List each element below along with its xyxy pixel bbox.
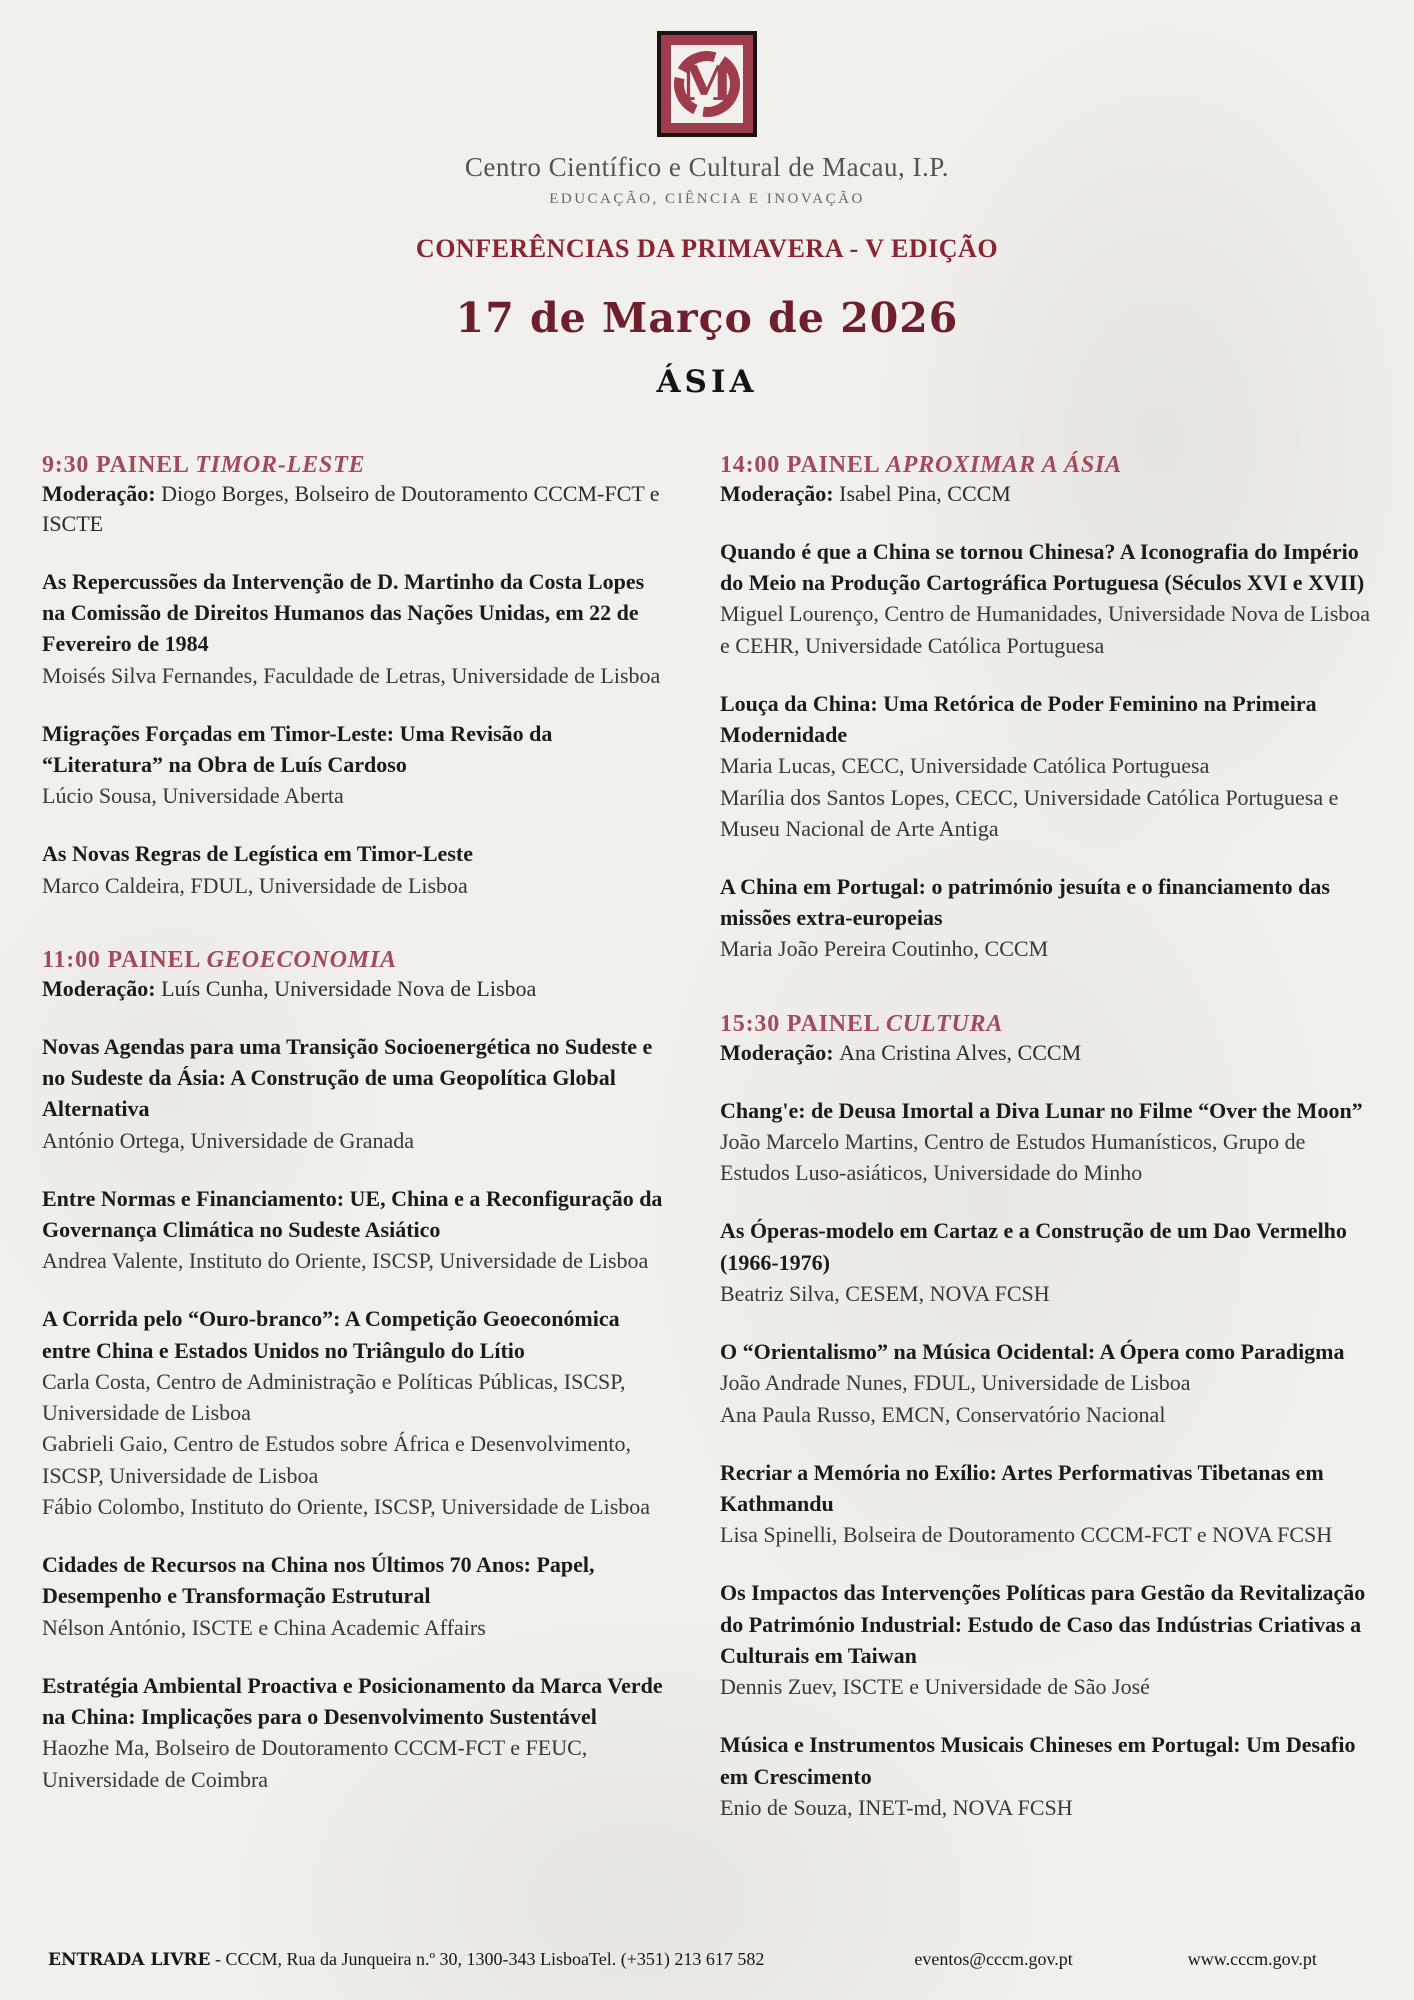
moderator-name: Luís Cunha, Universidade Nova de Lisboa xyxy=(161,975,537,1001)
program-column-left xyxy=(42,452,670,1795)
moderation-label: Moderação: xyxy=(42,975,162,1001)
moderator-name: Isabel Pina, CCCM xyxy=(839,481,1011,506)
talk-item xyxy=(42,1183,670,1277)
panel-label: PAINEL xyxy=(786,1010,886,1037)
moderator-name: Diogo Borges, Bolseiro de Doutoramento CCCM-FCT e ISCTE xyxy=(42,481,660,536)
event-theme: ÁSIA xyxy=(656,364,758,400)
talk-speaker: Marília dos Santos Lopes, CECC, Universidade Católica Portuguesa e Museu Nacional de Arte Antiga xyxy=(720,784,1339,841)
panel-label: PAINEL xyxy=(107,946,207,973)
event-date: 17 de Março de 2026 xyxy=(455,294,959,342)
panel-topic: APROXIMAR A ÁSIA xyxy=(885,452,1122,478)
panel-header xyxy=(720,1011,1374,1038)
talk-title: Quando é que a China se tornou Chinesa? A Iconografia do Império do Meio na Produção Cartográfica Portuguesa (Séculos XVI e XVII) xyxy=(720,538,1365,596)
talk-speaker: Haozhe Ma, Bolseiro de Doutoramento CCCM-FCT e FEUC, Universidade de Coimbra xyxy=(42,1735,588,1792)
talk-title: As Novas Regras de Legística em Timor-Leste xyxy=(42,841,473,867)
poster-footer xyxy=(0,1949,1414,1970)
talk-speaker: Carla Costa, Centro de Administração e Políticas Públicas, ISCSP, Universidade de Lisboa xyxy=(42,1368,626,1426)
panel-section xyxy=(720,1011,1374,1823)
talk-speaker: Marco Caldeira, FDUL, Universidade de Lisboa xyxy=(42,872,468,898)
talk-item xyxy=(42,838,670,900)
panel-section xyxy=(42,947,670,1795)
moderation-label: Moderação: xyxy=(720,481,840,506)
talk-title: Novas Agendas para uma Transição Socioenergética no Sudeste e no Sudeste da Ásia: A Construção de uma Geopolítica Global Alternativa xyxy=(42,1033,653,1122)
talk-speaker: Ana Paula Russo, EMCN, Conservatório Nacional xyxy=(720,1401,1166,1427)
talk-speaker: Enio de Souza, INET-md, NOVA FCSH xyxy=(720,1794,1073,1820)
panel-section xyxy=(720,452,1374,965)
talk-speaker: Beatriz Silva, CESEM, NOVA FCSH xyxy=(720,1280,1050,1306)
talk-title: Chang'e: de Deusa Imortal a Diva Lunar no Filme “Over the Moon” xyxy=(720,1097,1363,1123)
svg-text:M: M xyxy=(680,56,734,112)
panel-moderation xyxy=(720,479,1374,509)
talk-speaker: Moisés Silva Fernandes, Faculdade de Letras, Universidade de Lisboa xyxy=(42,662,661,688)
talk-speaker: João Andrade Nunes, FDUL, Universidade de Lisboa xyxy=(720,1370,1191,1396)
footer-address-line xyxy=(48,1949,589,1970)
talk-item xyxy=(720,1577,1374,1702)
footer-email-link[interactable]: eventos@cccm.gov.pt xyxy=(914,1949,1073,1969)
talk-title: Recriar a Memória no Exílio: Artes Performativas Tibetanas em Kathmandu xyxy=(720,1459,1324,1516)
talk-speaker: Gabrieli Gaio, Centro de Estudos sobre África e Desenvolvimento, ISCSP, Universidade de Lisboa xyxy=(42,1431,631,1488)
panel-topic: CULTURA xyxy=(885,1010,1004,1037)
footer-website-link[interactable]: www.cccm.gov.pt xyxy=(1187,1949,1317,1969)
talk-title: Estratégia Ambiental Proactiva e Posicionamento da Marca Verde na China: Implicações para o Desenvolvimento Sustentável xyxy=(42,1672,663,1730)
panel-label: PAINEL xyxy=(96,452,196,478)
moderation-label: Moderação: xyxy=(720,1039,840,1065)
talk-speaker: Miguel Lourenço, Centro de Humanidades, Universidade Nova de Lisboa e CEHR, Universidade Católica Portuguesa xyxy=(720,601,1371,658)
talk-item xyxy=(720,1215,1374,1309)
talk-speaker: Dennis Zuev, ISCTE e Universidade de São José xyxy=(720,1674,1150,1700)
panel-label: PAINEL xyxy=(786,452,886,478)
talk-title: Louça da China: Uma Retórica de Poder Feminino na Primeira Modernidade xyxy=(720,690,1317,748)
talk-item xyxy=(42,1549,670,1643)
panel-moderation xyxy=(720,1038,1374,1068)
panel-time: 15:30 xyxy=(720,1010,787,1037)
panel-header xyxy=(42,452,670,479)
panel-moderation xyxy=(42,479,670,539)
talk-speaker: João Marcelo Martins, Centro de Estudos Humanísticos, Grupo de Estudos Luso-asiáticos, Universidade do Minho xyxy=(720,1128,1306,1186)
footer-phone: Tel. (+351) 213 617 582 xyxy=(589,1949,765,1969)
talk-speaker: Maria Lucas, CECC, Universidade Católica Portuguesa xyxy=(720,753,1210,779)
talk-title: As Óperas-modelo em Cartaz e a Construção de um Dao Vermelho (1966-1976) xyxy=(720,1218,1347,1275)
talk-item xyxy=(720,1095,1374,1189)
talk-title: Entre Normas e Financiamento: UE, China e a Reconfiguração da Governança Climática no Sudeste Asiático xyxy=(42,1185,663,1242)
talk-item xyxy=(42,718,670,812)
panel-topic: GEOECONOMIA xyxy=(206,946,397,973)
talk-item xyxy=(720,1729,1374,1823)
panel-header xyxy=(42,947,670,974)
moderation-label: Moderação: xyxy=(42,481,162,506)
talk-item xyxy=(720,688,1374,844)
talk-item xyxy=(42,1303,670,1522)
organization-name: Centro Científico e Cultural de Macau, I.P. xyxy=(464,152,950,182)
talk-title: Migrações Forçadas em Timor-Leste: Uma Revisão da “Literatura” na Obra de Luís Cardoso xyxy=(42,720,553,777)
talk-title: Os Impactos das Intervenções Políticas para Gestão da Revitalização do Património Industrial: Estudo de Caso das Indústrias Criativas a Culturais em Taiwan xyxy=(720,1580,1366,1668)
talk-speaker: Nélson António, ISCTE e China Academic Affairs xyxy=(42,1614,486,1640)
talk-title: O “Orientalismo” na Música Ocidental: A Ópera como Paradigma xyxy=(720,1339,1345,1365)
talk-item xyxy=(720,871,1374,965)
talk-speaker: António Ortega, Universidade de Granada xyxy=(42,1127,415,1153)
organization-tagline: EDUCAÇÃO, CIÊNCIA E INOVAÇÃO xyxy=(549,191,865,207)
talk-item xyxy=(42,1031,670,1156)
cccm-logo-icon xyxy=(654,28,760,140)
moderator-name: Ana Cristina Alves, CCCM xyxy=(839,1039,1082,1065)
talk-item xyxy=(42,566,670,691)
venue-address: - CCCM, Rua da Junqueira n.º 30, 1300-343 Lisboa xyxy=(210,1949,590,1969)
panel-header xyxy=(720,452,1374,479)
talk-item xyxy=(720,536,1374,661)
free-entry-label: ENTRADA LIVRE xyxy=(48,1950,211,1970)
talk-speaker: Andrea Valente, Instituto do Oriente, ISCSP, Universidade de Lisboa xyxy=(42,1248,649,1274)
series-title: CONFERÊNCIAS DA PRIMAVERA - V EDIÇÃO xyxy=(415,234,999,263)
talk-title: Cidades de Recursos na China nos Últimos 70 Anos: Papel, Desempenho e Transformação Estrutural xyxy=(42,1552,595,1609)
talk-title: A Corrida pelo “Ouro-branco”: A Competição Geoeconómica entre China e Estados Unidos no Triângulo do Lítio xyxy=(42,1306,620,1363)
program-column-right xyxy=(720,452,1374,1823)
talk-speaker: Maria João Pereira Coutinho, CCCM xyxy=(720,936,1049,962)
talk-speaker: Lúcio Sousa, Universidade Aberta xyxy=(42,783,344,809)
talk-item xyxy=(720,1457,1374,1551)
talk-title: Música e Instrumentos Musicais Chineses em Portugal: Um Desafio em Crescimento xyxy=(720,1732,1356,1789)
panel-time: 9:30 xyxy=(42,452,96,478)
panel-topic: TIMOR-LESTE xyxy=(195,452,366,478)
talk-title: A China em Portugal: o património jesuíta e o financiamento das missões extra-europeias xyxy=(720,874,1330,931)
talk-speaker: Fábio Colombo, Instituto do Oriente, ISCSP, Universidade de Lisboa xyxy=(42,1493,651,1519)
program-columns xyxy=(0,400,1414,1823)
panel-section xyxy=(42,452,670,901)
poster-header xyxy=(0,0,1414,400)
panel-time: 11:00 xyxy=(42,946,108,973)
panel-time: 14:00 xyxy=(720,452,787,478)
talk-item xyxy=(720,1336,1374,1430)
panel-moderation xyxy=(42,974,670,1004)
talk-title: As Repercussões da Intervenção de D. Martinho da Costa Lopes na Comissão de Direitos Humanos das Nações Unidas, em 22 de Fevereiro de 1984 xyxy=(42,568,645,657)
talk-speaker: Lisa Spinelli, Bolseira de Doutoramento CCCM-FCT e NOVA FCSH xyxy=(720,1522,1333,1548)
talk-item xyxy=(42,1670,670,1795)
